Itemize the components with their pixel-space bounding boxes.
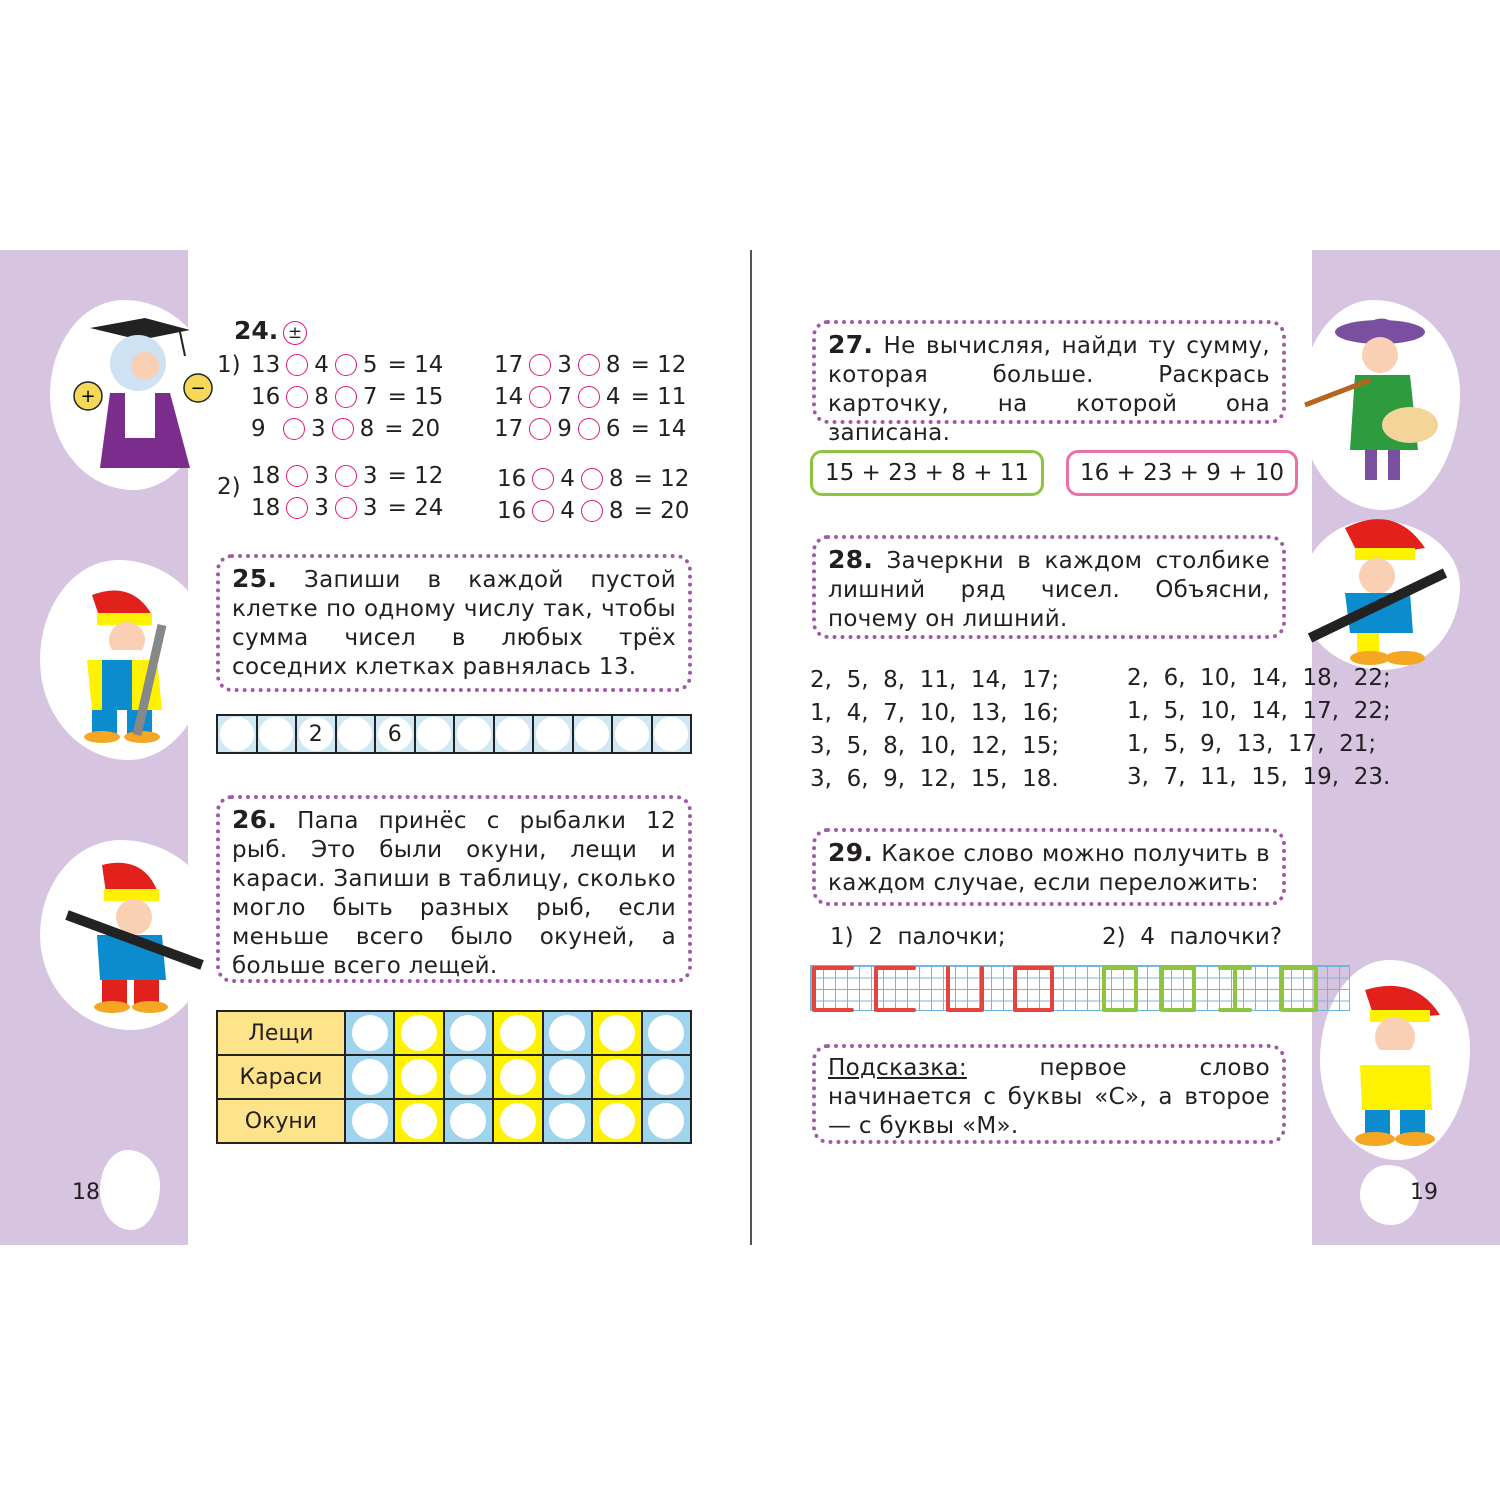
ex26-text: Папа принёс с рыбалки 12 рыб. Это были окуни, лещи и караси. Запиши в таблицу, сколько могло быть разных рыб, если меньше всего было окуней, а больше всего лещей.	[232, 808, 676, 979]
fish-count-cell[interactable]	[592, 1099, 641, 1143]
sign-slot[interactable]	[532, 468, 554, 490]
operand: 3	[314, 463, 329, 489]
ex28-box	[812, 535, 1286, 639]
ex28-column-1	[810, 664, 1059, 796]
strip-cell-value	[654, 717, 688, 751]
result: = 15	[387, 384, 444, 410]
number-row[interactable]: 1, 4, 7, 10, 13, 16;	[810, 700, 1060, 726]
ex29-box	[812, 828, 1286, 906]
result: = 12	[633, 466, 690, 492]
operand: 17	[494, 416, 524, 442]
sign-slot[interactable]	[332, 418, 354, 440]
fish-count-cell[interactable]	[345, 1055, 394, 1099]
ex27-number: 27.	[828, 330, 874, 359]
equation-g1_right-2	[494, 416, 686, 442]
operand: 4	[605, 384, 621, 410]
fish-label: Караси	[217, 1055, 345, 1099]
strip-cell-value	[536, 717, 570, 751]
sign-slot[interactable]	[335, 497, 357, 519]
operand: 16	[497, 498, 527, 524]
fish-count-cell[interactable]	[543, 1055, 592, 1099]
operand: 7	[557, 384, 572, 410]
operand: 18	[251, 463, 281, 489]
sign-slot[interactable]	[581, 500, 603, 522]
operand: 14	[494, 384, 524, 410]
number-row[interactable]: 3, 6, 9, 12, 15, 18.	[810, 766, 1059, 792]
result: = 11	[630, 384, 687, 410]
strip-cell[interactable]	[218, 716, 258, 752]
ex29-hint-box	[812, 1044, 1286, 1144]
sign-slot[interactable]	[286, 497, 308, 519]
result: = 14	[387, 352, 444, 378]
gnome-illustration-2	[62, 855, 207, 1015]
fish-count-cell[interactable]	[345, 1099, 394, 1143]
sign-slot[interactable]	[529, 418, 551, 440]
operand: 18	[251, 495, 281, 521]
hint-text: первое слово начинается с буквы «С», а второе — с буквы «М».	[828, 1055, 1270, 1139]
strip-cell[interactable]	[534, 716, 574, 752]
fish-label: Лещи	[217, 1011, 345, 1055]
sign-slot[interactable]	[578, 418, 600, 440]
strip-cell-value: 6	[378, 717, 412, 751]
operand: 8	[608, 466, 624, 492]
operand: 17	[494, 352, 524, 378]
table-row	[217, 1055, 691, 1099]
fish-label: Окуни	[217, 1099, 345, 1143]
operand: 9	[251, 416, 266, 442]
hint-label: Подсказка:	[828, 1055, 967, 1081]
fish-count-cell[interactable]	[394, 1099, 443, 1143]
fish-count-cell[interactable]	[444, 1011, 493, 1055]
result: = 14	[630, 416, 687, 442]
operand: 8	[608, 498, 624, 524]
fish-count-cell[interactable]	[592, 1055, 641, 1099]
fish-count-cell[interactable]	[345, 1011, 394, 1055]
operand: 3	[557, 352, 572, 378]
sign-slot[interactable]	[335, 354, 357, 376]
fish-count-cell[interactable]	[493, 1011, 542, 1055]
ex29-option-2: 2) 4 палочки?	[1102, 924, 1283, 950]
strip-cell-value	[496, 717, 530, 751]
ex27-card-1[interactable]: 15 + 23 + 8 + 11	[810, 450, 1044, 496]
fish-count-cell[interactable]	[493, 1099, 542, 1143]
ex26-number: 26.	[232, 805, 278, 834]
ex27-box	[812, 320, 1286, 446]
result: = 24	[387, 495, 444, 521]
number-row[interactable]: 1, 5, 10, 14, 17, 22;	[1127, 698, 1391, 724]
matchstick-figures	[810, 965, 1350, 1013]
ex25-number: 25.	[232, 564, 278, 593]
fish-count-cell[interactable]	[642, 1099, 691, 1143]
operand: 8	[314, 384, 329, 410]
number-row[interactable]: 3, 5, 8, 10, 12, 15;	[810, 733, 1060, 759]
ex27-text: Не вычисляя, найди ту сумму, которая больше. Раскрась карточку, на которой она записана.	[828, 333, 1270, 446]
fish-count-cell[interactable]	[444, 1099, 493, 1143]
operand: 8	[605, 352, 621, 378]
ex25-box	[216, 554, 692, 692]
fish-count-cell[interactable]	[642, 1011, 691, 1055]
strip-cell[interactable]	[297, 716, 337, 752]
strip-cell[interactable]	[613, 716, 653, 752]
professor-illustration	[70, 318, 220, 473]
ex24-group2-label: 2)	[217, 474, 241, 500]
operand: 4	[314, 352, 329, 378]
strip-cell-value	[220, 717, 254, 751]
sign-slot[interactable]	[286, 465, 308, 487]
equation-g1_left-0	[251, 352, 443, 378]
operand: 5	[362, 352, 378, 378]
number-row[interactable]: 1, 5, 9, 13, 17, 21;	[1127, 731, 1377, 757]
equation-g2_left-1	[251, 495, 443, 521]
result: = 20	[633, 498, 690, 524]
ex25-cell-strip	[216, 714, 692, 754]
operand: 16	[497, 466, 527, 492]
operand: 16	[251, 384, 281, 410]
strip-cell-value: 2	[299, 717, 333, 751]
equation-g2_right-0	[497, 466, 689, 492]
operand: 4	[560, 498, 575, 524]
table-row	[217, 1011, 691, 1055]
equation-g1_left-2	[251, 416, 440, 442]
gnome-illustration-1	[62, 585, 192, 745]
equation-g2_right-1	[497, 498, 689, 524]
fish-count-cell[interactable]	[394, 1011, 443, 1055]
ex26-fish-table	[216, 1010, 692, 1144]
page-gutter	[750, 250, 752, 1245]
equation-g1_right-0	[494, 352, 686, 378]
svg-text:−: −	[190, 378, 206, 399]
operand: 3	[362, 463, 378, 489]
operand: 9	[557, 416, 572, 442]
ex25-text: Запиши в каждой пустой клетке по одному числу так, чтобы сумма чисел в любых трёх соседних клетках равнялась 13.	[232, 567, 676, 680]
strip-cell[interactable]	[495, 716, 535, 752]
equation-g1_left-1	[251, 384, 443, 410]
strip-cell-value	[259, 717, 293, 751]
operand: 13	[251, 352, 281, 378]
ex29-number: 29.	[828, 838, 874, 867]
strip-cell-value	[457, 717, 491, 751]
fish-count-cell[interactable]	[543, 1099, 592, 1143]
fish-count-cell[interactable]	[642, 1055, 691, 1099]
fish-count-cell[interactable]	[394, 1055, 443, 1099]
ex26-box	[216, 795, 692, 983]
ex28-text: Зачеркни в каждом столбике лишний ряд чисел. Объясни, почему он лишний.	[828, 548, 1270, 632]
fish-count-cell[interactable]	[543, 1011, 592, 1055]
sign-slot[interactable]	[529, 386, 551, 408]
strip-cell[interactable]	[258, 716, 298, 752]
result: = 12	[630, 352, 687, 378]
plus-minus-icon: ±	[283, 321, 307, 345]
sign-slot[interactable]	[581, 468, 603, 490]
ex29-option-1: 1) 2 палочки;	[830, 924, 1006, 950]
operand: 4	[560, 466, 575, 492]
strip-cell[interactable]	[376, 716, 416, 752]
result: = 12	[387, 463, 444, 489]
result: = 20	[384, 416, 441, 442]
fish-count-cell[interactable]	[592, 1011, 641, 1055]
operand: 6	[605, 416, 621, 442]
fish-count-cell[interactable]	[444, 1055, 493, 1099]
ex24-group1-label: 1)	[217, 352, 241, 378]
operand: 3	[362, 495, 378, 521]
strip-cell-value	[417, 717, 451, 751]
ex28-number: 28.	[828, 545, 874, 574]
sign-slot[interactable]	[529, 354, 551, 376]
ex27-card-2[interactable]: 16 + 23 + 9 + 10	[1066, 450, 1298, 496]
strip-cell[interactable]	[574, 716, 614, 752]
ex24-number: 24.	[234, 316, 279, 345]
equation-g1_right-1	[494, 384, 686, 410]
sign-slot[interactable]	[335, 465, 357, 487]
table-row	[217, 1099, 691, 1143]
number-row[interactable]: 2, 5, 8, 11, 14, 17;	[810, 667, 1060, 693]
ex29-text: Какое слово можно получить в каждом случае, если переложить:	[828, 841, 1270, 896]
operand: 8	[359, 416, 375, 442]
operand: 7	[362, 384, 378, 410]
operand: 3	[314, 495, 329, 521]
sign-slot[interactable]	[532, 500, 554, 522]
sign-slot[interactable]	[283, 418, 305, 440]
painter-illustration	[1300, 310, 1450, 490]
page-number-left: 18	[72, 1180, 100, 1205]
number-row[interactable]: 2, 6, 10, 14, 18, 22;	[1127, 665, 1391, 691]
number-row[interactable]: 3, 7, 11, 15, 19, 23.	[1127, 764, 1391, 790]
sign-slot[interactable]	[578, 354, 600, 376]
strip-cell-value	[338, 717, 372, 751]
ex28-column-2	[1127, 662, 1391, 794]
strip-cell[interactable]	[416, 716, 456, 752]
sign-slot[interactable]	[335, 386, 357, 408]
strip-cell[interactable]	[455, 716, 495, 752]
svg-text:+: +	[80, 386, 96, 407]
operand: 3	[311, 416, 326, 442]
page-number-right: 19	[1410, 1180, 1438, 1205]
sign-slot[interactable]	[578, 386, 600, 408]
strip-cell-value	[575, 717, 609, 751]
fish-count-cell[interactable]	[493, 1055, 542, 1099]
strip-cell-value	[615, 717, 649, 751]
sign-slot[interactable]	[286, 354, 308, 376]
gnome-illustration-3	[1305, 508, 1450, 668]
sign-slot[interactable]	[286, 386, 308, 408]
equation-g2_left-0	[251, 463, 443, 489]
strip-cell[interactable]	[653, 716, 691, 752]
strip-cell[interactable]	[337, 716, 377, 752]
